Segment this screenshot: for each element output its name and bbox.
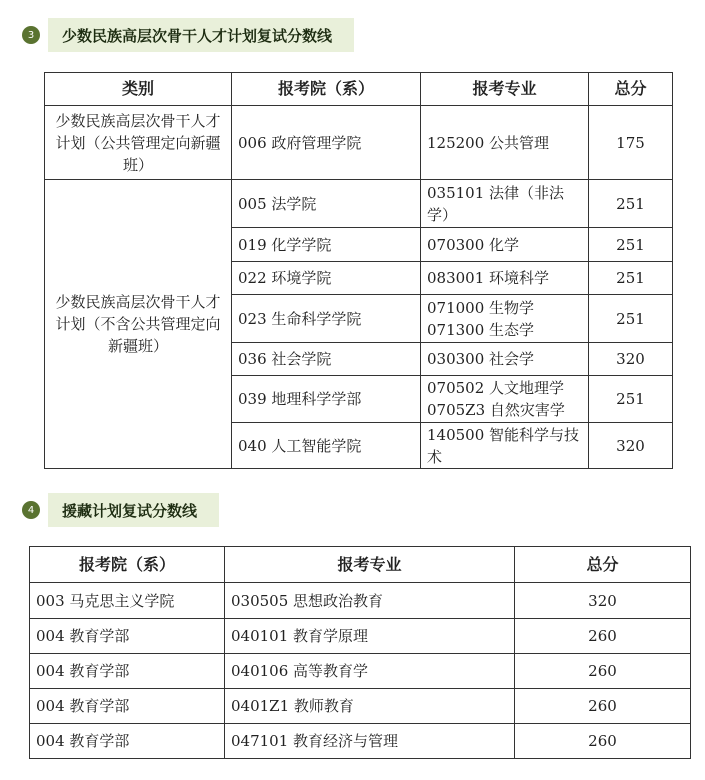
header-category: 类别 bbox=[45, 73, 232, 106]
major-cell: 070300 化学 bbox=[421, 228, 589, 262]
header-major: 报考专业 bbox=[225, 547, 515, 583]
score-cell: 251 bbox=[589, 376, 673, 423]
section3-table bbox=[44, 72, 673, 469]
dept-cell: 023 生命科学学院 bbox=[232, 295, 421, 343]
major-cell: 047101 教育经济与管理 bbox=[225, 724, 515, 759]
major-cell: 083001 环境科学 bbox=[421, 262, 589, 295]
table-row bbox=[45, 180, 673, 228]
major-cell: 071000 生物学 071300 生态学 bbox=[421, 295, 589, 343]
table-row bbox=[30, 689, 691, 724]
score-cell: 320 bbox=[589, 343, 673, 376]
section4-number-badge: 4 bbox=[22, 501, 40, 519]
section4-table bbox=[29, 546, 691, 759]
major-cell: 140500 智能科学与技术 bbox=[421, 423, 589, 469]
table-row bbox=[30, 654, 691, 689]
dept-cell: 040 人工智能学院 bbox=[232, 423, 421, 469]
header-score: 总分 bbox=[589, 73, 673, 106]
dept-cell: 036 社会学院 bbox=[232, 343, 421, 376]
score-cell: 260 bbox=[515, 654, 691, 689]
category-cell: 少数民族高层次骨干人才计划（不含公共管理定向新疆班） bbox=[45, 180, 232, 469]
score-cell: 260 bbox=[515, 619, 691, 654]
table-row bbox=[45, 106, 673, 180]
header-dept: 报考院（系） bbox=[30, 547, 225, 583]
dept-cell: 004 教育学部 bbox=[30, 654, 225, 689]
dept-cell: 006 政府管理学院 bbox=[232, 106, 421, 180]
category-cell: 少数民族高层次骨干人才计划（公共管理定向新疆班） bbox=[45, 106, 232, 180]
major-cell: 040101 教育学原理 bbox=[225, 619, 515, 654]
score-cell: 251 bbox=[589, 228, 673, 262]
dept-cell: 004 教育学部 bbox=[30, 724, 225, 759]
score-cell: 251 bbox=[589, 262, 673, 295]
dept-cell: 003 马克思主义学院 bbox=[30, 583, 225, 619]
header-major: 报考专业 bbox=[421, 73, 589, 106]
table-row bbox=[30, 724, 691, 759]
section3-number-badge: 3 bbox=[22, 26, 40, 44]
score-cell: 320 bbox=[515, 583, 691, 619]
table-row bbox=[30, 583, 691, 619]
score-cell: 320 bbox=[589, 423, 673, 469]
section3-header bbox=[22, 18, 354, 52]
dept-cell: 022 环境学院 bbox=[232, 262, 421, 295]
score-cell: 251 bbox=[589, 180, 673, 228]
score-cell: 251 bbox=[589, 295, 673, 343]
major-cell: 030505 思想政治教育 bbox=[225, 583, 515, 619]
score-cell: 260 bbox=[515, 689, 691, 724]
major-cell: 070502 人文地理学 0705Z3 自然灾害学 bbox=[421, 376, 589, 423]
dept-cell: 004 教育学部 bbox=[30, 619, 225, 654]
score-cell: 175 bbox=[589, 106, 673, 180]
section3-title: 少数民族高层次骨干人才计划复试分数线 bbox=[48, 18, 354, 52]
section4-header bbox=[22, 493, 219, 527]
major-cell: 030300 社会学 bbox=[421, 343, 589, 376]
header-dept: 报考院（系） bbox=[232, 73, 421, 106]
dept-cell: 019 化学学院 bbox=[232, 228, 421, 262]
header-score: 总分 bbox=[515, 547, 691, 583]
table-header-row bbox=[30, 547, 691, 583]
dept-cell: 005 法学院 bbox=[232, 180, 421, 228]
major-cell: 040106 高等教育学 bbox=[225, 654, 515, 689]
dept-cell: 004 教育学部 bbox=[30, 689, 225, 724]
score-cell: 260 bbox=[515, 724, 691, 759]
table-row bbox=[30, 619, 691, 654]
section4-title: 援藏计划复试分数线 bbox=[48, 493, 219, 527]
major-cell: 125200 公共管理 bbox=[421, 106, 589, 180]
table-header-row bbox=[45, 73, 673, 106]
dept-cell: 039 地理科学学部 bbox=[232, 376, 421, 423]
major-cell: 035101 法律（非法学） bbox=[421, 180, 589, 228]
major-cell: 0401Z1 教师教育 bbox=[225, 689, 515, 724]
